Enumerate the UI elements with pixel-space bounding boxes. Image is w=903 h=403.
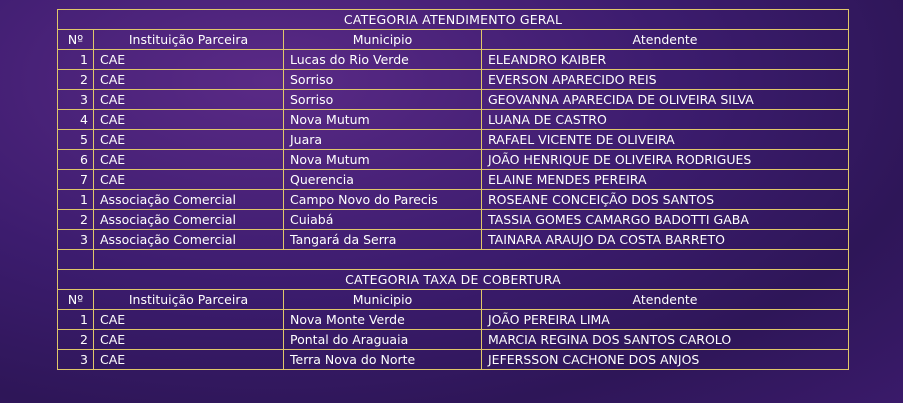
- category-title: CATEGORIA ATENDIMENTO GERAL: [58, 10, 849, 30]
- row-institution: Associação Comercial: [94, 190, 284, 210]
- table-row: [58, 190, 849, 210]
- row-institution: CAE: [94, 170, 284, 190]
- row-municipality: Pontal do Araguaia: [284, 330, 482, 350]
- header-municipality: Municipio: [284, 30, 482, 50]
- results-table: [57, 9, 849, 370]
- row-number: 2: [58, 70, 94, 90]
- row-institution: CAE: [94, 350, 284, 370]
- row-municipality: Juara: [284, 130, 482, 150]
- row-number: 3: [58, 230, 94, 250]
- header-institution: Instituição Parceira: [94, 290, 284, 310]
- table-row: [58, 130, 849, 150]
- header-attendant: Atendente: [482, 290, 849, 310]
- header-municipality: Municipio: [284, 290, 482, 310]
- row-institution: CAE: [94, 310, 284, 330]
- row-institution: CAE: [94, 130, 284, 150]
- results-sheet: [57, 9, 848, 370]
- table-row: [58, 150, 849, 170]
- row-attendant: TASSIA GOMES CAMARGO BADOTTI GABA: [482, 210, 849, 230]
- row-attendant: ELAINE MENDES PEREIRA: [482, 170, 849, 190]
- table-row: [58, 310, 849, 330]
- table-row: [58, 110, 849, 130]
- row-institution: CAE: [94, 150, 284, 170]
- row-municipality: Sorriso: [284, 90, 482, 110]
- header-institution: Instituição Parceira: [94, 30, 284, 50]
- table-row: [58, 50, 849, 70]
- row-number: 2: [58, 210, 94, 230]
- header-attendant: Atendente: [482, 30, 849, 50]
- table-row: [58, 70, 849, 90]
- row-municipality: Sorriso: [284, 70, 482, 90]
- table-row: [58, 350, 849, 370]
- row-attendant: LUANA DE CASTRO: [482, 110, 849, 130]
- row-institution: CAE: [94, 90, 284, 110]
- row-number: 3: [58, 350, 94, 370]
- row-attendant: ELEANDRO KAIBER: [482, 50, 849, 70]
- header-number: Nº: [58, 30, 94, 50]
- row-attendant: RAFAEL VICENTE DE OLIVEIRA: [482, 130, 849, 150]
- results-table-body: [58, 10, 849, 370]
- table-row: [58, 90, 849, 110]
- row-institution: Associação Comercial: [94, 230, 284, 250]
- row-number: 4: [58, 110, 94, 130]
- row-municipality: Campo Novo do Parecis: [284, 190, 482, 210]
- row-number: 7: [58, 170, 94, 190]
- row-municipality: Tangará da Serra: [284, 230, 482, 250]
- category-title: CATEGORIA TAXA DE COBERTURA: [58, 270, 849, 290]
- row-municipality: Lucas do Rio Verde: [284, 50, 482, 70]
- row-number: 1: [58, 190, 94, 210]
- row-number: 6: [58, 150, 94, 170]
- row-institution: CAE: [94, 110, 284, 130]
- row-attendant: MARCIA REGINA DOS SANTOS CAROLO: [482, 330, 849, 350]
- row-municipality: Querencia: [284, 170, 482, 190]
- row-institution: CAE: [94, 70, 284, 90]
- row-municipality: Cuiabá: [284, 210, 482, 230]
- row-attendant: JOÃO PEREIRA LIMA: [482, 310, 849, 330]
- row-attendant: EVERSON APARECIDO REIS: [482, 70, 849, 90]
- row-municipality: Nova Monte Verde: [284, 310, 482, 330]
- row-municipality: Terra Nova do Norte: [284, 350, 482, 370]
- table-row: [58, 330, 849, 350]
- header-row: [58, 30, 849, 50]
- row-number: 2: [58, 330, 94, 350]
- row-number: 1: [58, 310, 94, 330]
- row-municipality: Nova Mutum: [284, 150, 482, 170]
- header-row: [58, 290, 849, 310]
- table-row: [58, 230, 849, 250]
- row-attendant: TAINARA ARAUJO DA COSTA BARRETO: [482, 230, 849, 250]
- row-institution: CAE: [94, 50, 284, 70]
- row-attendant: JEFERSSON CACHONE DOS ANJOS: [482, 350, 849, 370]
- empty-cell: [58, 250, 94, 270]
- category-title-row: [58, 10, 849, 30]
- empty-cell: [94, 250, 849, 270]
- empty-row: [58, 250, 849, 270]
- row-number: 3: [58, 90, 94, 110]
- row-number: 1: [58, 50, 94, 70]
- row-attendant: JOÃO HENRIQUE DE OLIVEIRA RODRIGUES: [482, 150, 849, 170]
- row-institution: Associação Comercial: [94, 210, 284, 230]
- table-row: [58, 170, 849, 190]
- row-attendant: GEOVANNA APARECIDA DE OLIVEIRA SILVA: [482, 90, 849, 110]
- row-attendant: ROSEANE CONCEIÇÃO DOS SANTOS: [482, 190, 849, 210]
- header-number: Nº: [58, 290, 94, 310]
- table-row: [58, 210, 849, 230]
- row-number: 5: [58, 130, 94, 150]
- category-title-row: [58, 270, 849, 290]
- row-municipality: Nova Mutum: [284, 110, 482, 130]
- row-institution: CAE: [94, 330, 284, 350]
